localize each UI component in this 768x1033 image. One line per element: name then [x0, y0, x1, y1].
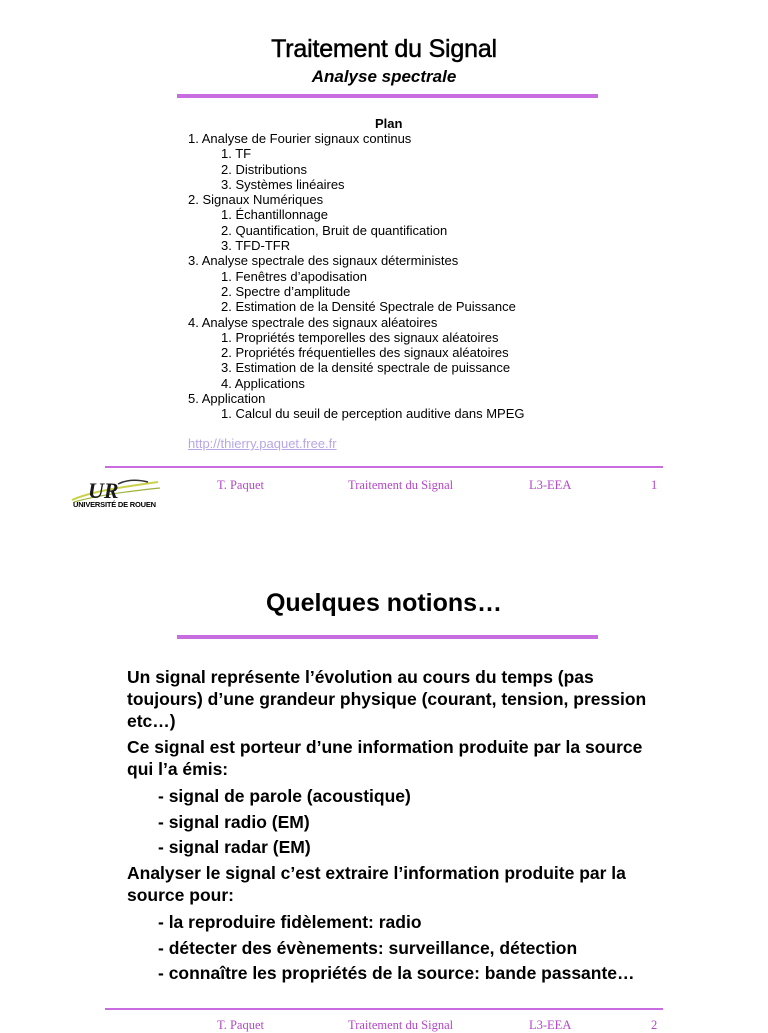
- bullet-item: - détecter des évènements: surveillance, détection: [158, 938, 578, 958]
- bullet-item: - signal radar (EM): [158, 837, 311, 857]
- bullet-item: - signal de parole (acoustique): [158, 786, 411, 806]
- footer-course: Traitement du Signal: [348, 1018, 454, 1032]
- bullet-item: - signal radio (EM): [158, 812, 310, 832]
- plan-list: [188, 131, 608, 422]
- plan-item: 2. Signaux Numériques: [188, 192, 324, 208]
- plan-item: 1. Propriétés temporelles des signaux aléatoires: [221, 329, 499, 345]
- website-link[interactable]: http://thierry.paquet.free.fr: [188, 436, 337, 451]
- plan-item: 1. Échantillonnage: [221, 207, 328, 223]
- plan-item: 1. TF: [221, 146, 252, 162]
- footer-level: L3-EEA: [529, 1018, 572, 1032]
- footer-page-number: 1: [651, 478, 658, 492]
- footer-author: T. Paquet: [217, 1018, 264, 1032]
- plan-item: 3. Estimation de la densité spectrale de puissance: [221, 360, 511, 376]
- bullet-item: - connaître les propriétés de la source: bande passante…: [158, 963, 635, 983]
- paragraph: Ce signal est porteur d’une information produite par la source qui l’a émis:: [127, 737, 643, 779]
- logo-text: UNIVERSITÉ DE ROUEN: [73, 500, 156, 509]
- footer-level: L3-EEA: [529, 478, 572, 492]
- plan-item: 2. Quantification, Bruit de quantification: [221, 222, 448, 238]
- plan-heading: Plan: [375, 116, 403, 131]
- plan-item: 4. Applications: [221, 375, 305, 391]
- slide2-footer-rule: [105, 1008, 663, 1010]
- plan-item: 2. Estimation de la Densité Spectrale de Puissance: [221, 299, 516, 315]
- slide1-title: Traitement du Signal: [271, 35, 497, 63]
- paragraph: Un signal représente l’évolution au cours du temps (pas toujours) d’une grandeur physique (courant, tension, pression etc…): [127, 667, 647, 731]
- slide1-subtitle: Analyse spectrale: [311, 67, 457, 86]
- plan-item: 1. Analyse de Fourier signaux continus: [188, 131, 412, 146]
- university-logo: [70, 474, 162, 512]
- plan-item: 2. Spectre d’amplitude: [221, 283, 351, 299]
- footer-author: T. Paquet: [217, 478, 264, 492]
- plan-item: 1. Fenêtres d’apodisation: [221, 268, 367, 284]
- plan-item: 2. Propriétés fréquentielles des signaux aléatoires: [221, 345, 509, 361]
- plan-item: 4. Analyse spectrale des signaux aléatoires: [188, 314, 438, 330]
- paragraph: Analyser le signal c’est extraire l’information produite par la source pour:: [127, 863, 626, 905]
- slide2-title-rule: [177, 635, 598, 639]
- svg-text:UR: UR: [88, 478, 119, 503]
- bullet-item: - la reproduire fidèlement: radio: [158, 912, 422, 932]
- plan-item: 3. Systèmes linéaires: [221, 176, 345, 192]
- footer-page-number: 2: [651, 1018, 658, 1032]
- footer-course: Traitement du Signal: [348, 478, 454, 492]
- plan-item: 2. Distributions: [221, 161, 307, 177]
- slide2-title: Quelques notions…: [265, 589, 503, 617]
- slide1-title-rule: [177, 94, 598, 98]
- plan-item: 1. Calcul du seuil de perception auditive dans MPEG: [221, 406, 525, 422]
- slide1-footer-rule: [105, 466, 663, 468]
- plan-item: 3. Analyse spectrale des signaux déterministes: [188, 253, 459, 269]
- plan-item: 3. TFD-TFR: [221, 238, 291, 254]
- plan-item: 5. Application: [188, 391, 266, 407]
